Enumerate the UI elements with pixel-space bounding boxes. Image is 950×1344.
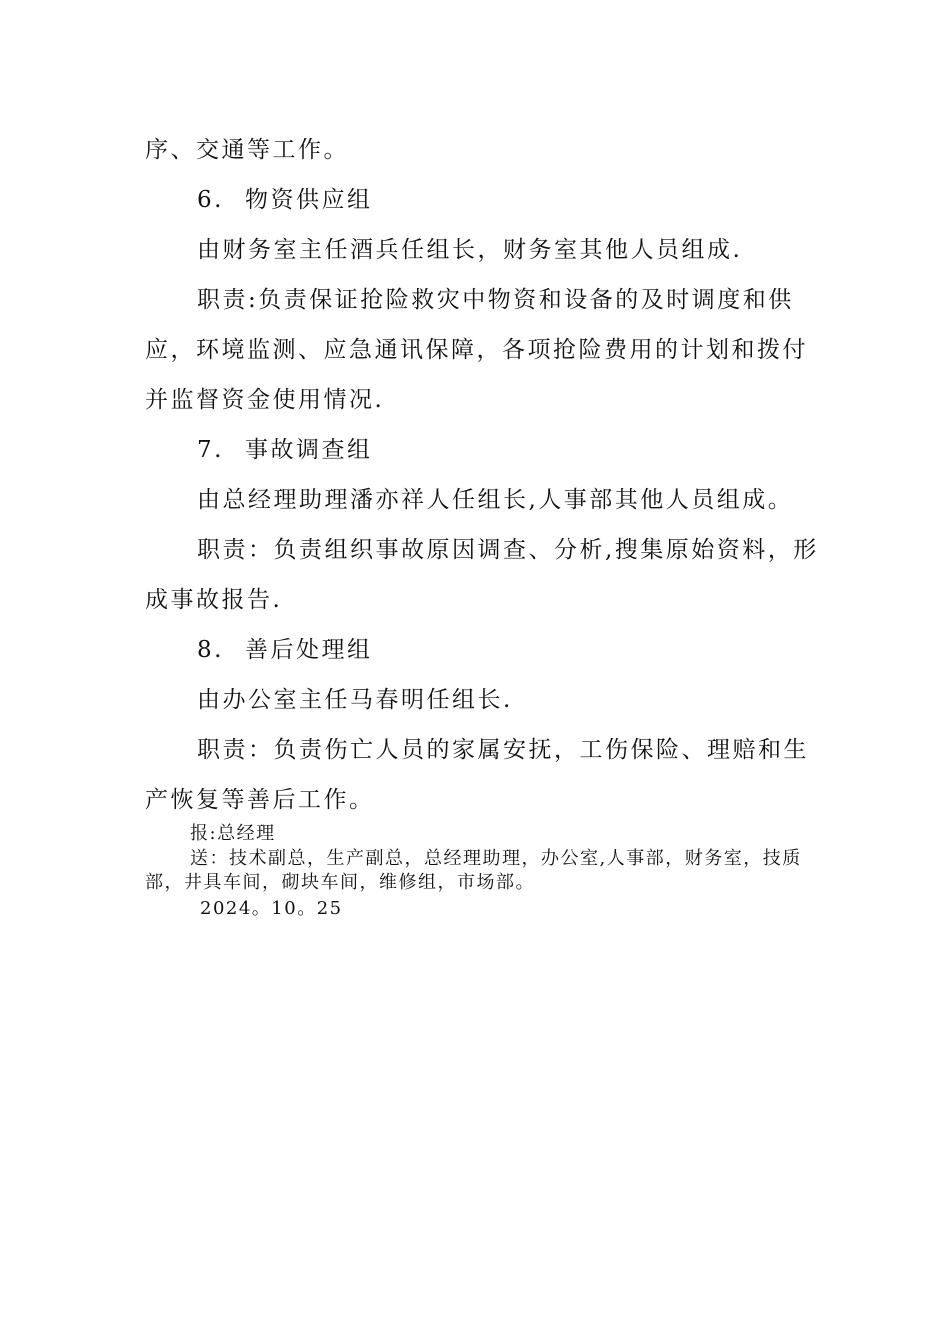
section-6-number: 6.: [197, 187, 224, 213]
section-6-duty: 职责:负责保证抢险救灾中物资和设备的及时调度和供应，环境监测、应急通讯保障，各项抢险费用的计划和拨付并监督资金使用情况.: [145, 287, 808, 413]
section-6-leader: 由财务室主任酒兵任组长，财务室其他人员组成.: [197, 237, 743, 263]
document-date: 2024。10。25: [200, 898, 343, 919]
section-8-leader: 由办公室主任马春明任组长.: [197, 687, 513, 713]
section-8-duty: 职责：负责伤亡人员的家属安抚，工伤保险、理赔和生产恢复等善后工作。: [145, 737, 809, 813]
section-8-title: 善后处理组: [245, 637, 373, 663]
section-7-duty: 职责：负责组织事故原因调查、分析,搜集原始资料，形成事故报告.: [145, 537, 819, 613]
section-8-number: 8.: [197, 637, 224, 663]
section-7-heading: [197, 425, 877, 475]
section-7-leader: 由总经理助理潘亦祥人任组长,人事部其他人员组成。: [197, 487, 794, 513]
section-7-number: 7.: [197, 437, 224, 463]
paragraph-continuation: 序、交通等工作。: [145, 137, 349, 163]
send-to-line: 送：技术副总，生产副总，总经理助理，办公室,人事部，财务室，技质部，井具车间，砌块车间，维修组，市场部。: [145, 848, 802, 893]
report-to-line: 报:总经理: [190, 823, 276, 844]
section-6-heading: [197, 175, 877, 225]
section-8-heading: [197, 625, 877, 675]
section-7-title: 事故调查组: [245, 437, 373, 463]
section-6-title: 物资供应组: [245, 187, 373, 213]
